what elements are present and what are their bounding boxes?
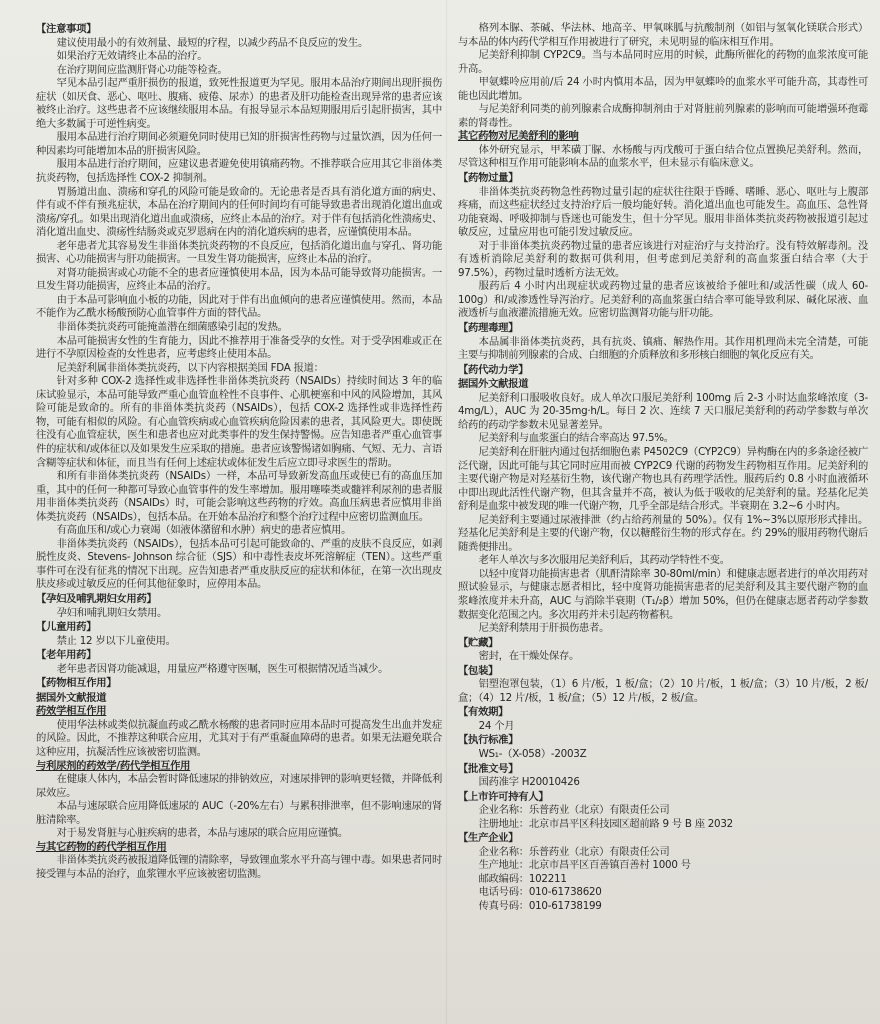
subsection-heading: 其它药物对尼美舒利的影响 xyxy=(458,130,579,143)
section-heading: 【贮藏】 xyxy=(458,636,499,649)
paragraph: 非甾体类抗炎药物急性药物过量引起的症状往往限于昏睡、嗜睡、恶心、呕吐与上腹部疼痛，而这些症状经过支持治疗后一般均能好转。消化道出血也可能发生。高血压、急性肾功能衰竭、呼吸抑制与昏迷也可能发生，但十分罕见。服用非甾体类抗炎药物被报道引起过敏反应，过量应用也可能引发过敏反应。 xyxy=(458,185,868,239)
company-info-line: 生产地址：北京市昌平区百善镇百善村 1000 号 xyxy=(478,859,691,872)
section-heading: 【批准文号】 xyxy=(458,762,519,775)
left-column xyxy=(36,22,442,1014)
section-heading: 【上市许可持有人】 xyxy=(458,790,549,803)
paragraph: 对于非甾体类抗炎药物过量的患者应该进行对症治疗与支持治疗。没有特效解毒剂。没有透析消除尼美舒利的数据可供利用，但考虑到尼美舒利的高血浆蛋白结合率（大于 97.5%），药物过量时透析方法无效。 xyxy=(458,239,868,279)
subsection-heading: 与其它药物的药代学相互作用 xyxy=(36,840,167,853)
paragraph: 非甾体类抗炎药被报道降低锂的清除率，导致锂血浆水平升高与锂中毒。如果患者同时接受锂与本品的治疗，血浆锂水平应该被密切监测。 xyxy=(36,854,442,880)
paragraph: 尼美舒利抑制 CYP2C9。当与本品同时应用的时候，此酶所催化的药物的血浆浓度可能升高。 xyxy=(458,49,868,75)
paragraph: 非甾体类抗炎药可能掩盖潜在细菌感染引起的发热。 xyxy=(56,321,288,334)
paragraph: 国药准字 H20010426 xyxy=(478,776,580,789)
paragraph: 本品属非甾体类抗炎药，具有抗炎、镇痛、解热作用。其作用机理尚未完全清楚，可能主要与抑制前列腺素的合成、白细胞的介质释放和多形核白细胞的氧化反应有关。 xyxy=(458,335,868,362)
paragraph: 老年患者因肾功能减退，用量应严格遵守医嘱，医生可根据情况适当减少。 xyxy=(56,662,389,675)
paragraph: WS₁-（X-058）-2003Z xyxy=(478,747,587,760)
paragraph: 建议使用最小的有效剂量、最短的疗程，以减少药品不良反应的发生。 xyxy=(56,36,369,49)
paragraph: 老年人单次与多次服用尼美舒利后，其药动学特性不变。 xyxy=(478,554,730,567)
paragraph: 本品可能损害女性的生育能力，因此不推荐用于准备受孕的女性。对于受孕困难或正在进行不孕原因检查的女性患者，应考虑终止使用本品。 xyxy=(36,334,442,361)
paragraph: 24 个月 xyxy=(478,719,515,732)
paragraph: 在治疗期间应监测肝肾心功能等检查。 xyxy=(56,63,228,76)
section-heading: 【注意事项】 xyxy=(36,23,97,35)
paragraph: 胃肠道出血、溃疡和穿孔的风险可能是致命的。无论患者是否具有消化道方面的病史、伴有或不伴有预兆症状，本品在治疗期间内的任何时间均有可能导致患者出现消化道出血或溃疡/穿孔。如果出现消化道出血或溃疡，应终止本品的治疗。对于伴有包括消化性溃疡史、消化道出血史、溃疡性结肠炎或克罗恩病在内的消化道疾病的患者，应谨慎使用本品。 xyxy=(36,185,442,239)
section-heading: 【有效期】 xyxy=(458,706,509,719)
company-info-line: 电话号码：010-61738620 xyxy=(478,886,602,899)
company-info-line: 企业名称：乐普药业（北京）有限责任公司 xyxy=(478,804,670,817)
company-info-line: 邮政编码：102211 xyxy=(478,872,567,885)
paragraph: 尼美舒利禁用于肝损伤患者。 xyxy=(478,622,610,635)
paragraph: 对肾功能损害或心功能不全的患者应谨慎使用本品，因为本品可能导致肾功能损害。一旦发生肾功能损害，应终止本品的治疗。 xyxy=(36,266,442,293)
subsection-heading: 药效学相互作用 xyxy=(36,705,107,718)
paragraph: 罕见本品引起严重肝损伤的报道，致死性报道更为罕见。服用本品治疗期间出现肝损伤症状（如厌食、恶心、呕吐、腹痛、疲倦、尿赤）的患者及肝功能检查出现异常的患者应该被终止治疗。这些患者不应该继续服用本品。有报导显示本品短期服用后引起肝损害，其中绝大多数属于可逆性病变。 xyxy=(36,77,442,130)
paragraph: 甲氨蝶呤应用前/后 24 小时内慎用本品，因为甲氨蝶呤的血浆水平可能升高，其毒性可能也因此增加。 xyxy=(458,76,868,102)
section-heading: 【儿童用药】 xyxy=(36,621,97,634)
section-heading: 【孕妇及哺乳期妇女用药】 xyxy=(36,592,157,605)
paragraph: 使用华法林或类似抗凝血药或乙酰水杨酸的患者同时应用本品时可提高发生出血并发症的风险。因此，不推荐这种联合应用，尤其对于有严重凝血障碍的患者。如果无法避免联合这种应用，抗凝活性应该被密切监测。 xyxy=(36,718,442,758)
paragraph: 和所有非甾体类抗炎药（NSAIDs）一样，本品可导致新发高血压或使已有的高血压加重，其中的任何一种都可导致心血管事件的发生率增加。服用噻嗪类或髓袢利尿剂的患者服用非甾体类抗炎药（NSAIDs）时，可能会影响这些药物的疗效。高血压病患者应慎用非甾体类抗炎药（NSAIDs），包括本品。在开始本品治疗和整个治疗过程中应密切监测血压。 xyxy=(36,470,442,523)
paragraph: 格列本脲、茶碱、华法林、地高辛、甲氧咪胍与抗酸制剂（如铝与氢氧化镁联合形式）与本品的体内药代学相互作用被进行了研究，未见明显的临床相互作用。 xyxy=(458,22,868,48)
paragraph: 尼美舒利在肝脏内通过包括细胞色素 P4502C9（CYP2C9）异构酶在内的多条途径被广泛代谢，因此可能与其它同时应用而被 CYP2C9 代谢的药物发生药物相互作用。尼美舒利的主要代谢产物是对羟基衍生物，该代谢产物也具有药理学活性。服药后约 0.8 小时血液循环中即出现此活性代谢产物，但其含量并不高，被认为低于吸收的尼美舒利的量。羟基化尼美舒利是血浆中被发现的唯一代谢产物，几乎全部是结合形式。半衰期在 3.2~6 小时内。 xyxy=(458,445,868,513)
section-heading: 【包装】 xyxy=(458,664,499,677)
paper-fold-line xyxy=(446,0,447,1024)
paragraph: 体外研究显示，甲苯磺丁脲、水杨酸与丙戊酸可于蛋白结合位点置换尼美舒利。然而，尽管这种相互作用可能影响本品的血浆水平，但未显示有临床意义。 xyxy=(458,143,868,170)
paragraph: 针对多种 COX-2 选择性或非选择性非甾体类抗炎药（NSAIDs）持续时间达 3 年的临床试验显示，本品可能导致严重心血管血栓性不良事件、心肌梗塞和中风的风险增加，其风险可能是致命的。所有的非甾体类抗炎药（NSAIDs），包括 COX-2 选择性或非选择性药物，可能有相似的风险。有心血管疾病或心血管疾病危险因素的患者，其风险更大。即使既往没有心血管症状，医生和患者也应对此类事件的发生保持警惕。应告知患者严重心血管事件的症状和/或体征以及如果发生应采取的措施。患者应该警惕诸如胸痛、气短、无力、言语含糊等症状和体征，而且当有任何上述症状或体征发生后应立即寻求医生的帮助。 xyxy=(36,375,442,469)
section-heading: 【药物过量】 xyxy=(458,172,519,185)
section-heading: 【生产企业】 xyxy=(458,832,519,845)
section-heading: 【老年用药】 xyxy=(36,649,97,662)
paragraph: 如果治疗无效请终止本品的治疗。 xyxy=(56,50,208,63)
paragraph: 非甾体类抗炎药（NSAIDs），包括本品可引起可能致命的、严重的皮肤不良反应，如剥脱性皮炎、Stevens- Johnson 综合征（SJS）和中毒性表皮坏死溶解症（TEN）。这些严重事件可在没有征兆的情况下出现。应告知患者严重皮肤反应的症状和体征，在第一次出现皮肤皮疹或过敏反应的任何其他征象时，应停用本品。 xyxy=(36,537,442,591)
company-info-line: 传真号码：010-61738199 xyxy=(478,900,602,912)
paragraph: 尼美舒利口服吸收良好。成人单次口服尼美舒利 100mg 后 2-3 小时达血浆峰浓度（3-4mg/L），AUC 为 20-35mg·h/L。每日 2 次、连续 7 天口服尼美舒利的药动学参数与单次给药的药动学参数未见显著差异。 xyxy=(458,391,868,431)
section-heading: 【药理毒理】 xyxy=(458,322,519,335)
company-info-line: 注册地址：北京市昌平区科技园区超前路 9 号 B 座 2032 xyxy=(478,817,733,830)
paragraph: 服用本品进行治疗期间，应建议患者避免使用镇痛药物。不推荐联合应用其它非甾体类抗炎药物，包括选择性 COX-2 抑制剂。 xyxy=(36,158,442,185)
paragraph: 铝塑泡罩包装，（1）6 片/板，1 板/盒；（2）10 片/板，1 板/盒；（3）10 片/板，2 板/盒；（4）12 片/板，1 板/盒；（5）12 片/板，2 板/盒。 xyxy=(458,678,868,704)
section-heading: 【药代动力学】 xyxy=(458,363,529,376)
subsection-heading: 据国外文献报道 xyxy=(458,378,529,391)
section-heading: 【执行标准】 xyxy=(458,734,519,747)
paragraph: 由于本品可影响血小板的功能，因此对于伴有出血倾向的患者应谨慎使用。然而，本品不能作为乙酰水杨酸预防心血管事件方面的替代品。 xyxy=(36,293,442,320)
paragraph: 有高血压和/或心力衰竭（如液体潴留和水肿）病史的患者应慎用。 xyxy=(56,524,352,537)
paragraph: 服药后 4 小时内出现症状或药物过量的患者应该被给予催吐和/或活性碳（成人 60-100g）和/或渗透性导泻治疗。尼美舒利的高血浆蛋白结合率可能导致利尿、碱化尿液、血液透析与血液灌流措施无效。应密切监测肾功能与肝功能。 xyxy=(458,280,868,320)
paragraph: 服用本品进行治疗期间必须避免同时使用已知的肝损害性药物与过量饮酒，因为任何一种因素均可能增加本品的肝损害风险。 xyxy=(36,131,442,157)
paragraph: 在健康人体内，本品会暂时降低速尿的排钠效应，对速尿排钾的影响更轻微，并降低利尿效应。 xyxy=(36,773,442,799)
paragraph: 对于易发肾脏与心脏疾病的患者，本品与速尿的联合应用应谨慎。 xyxy=(56,827,348,840)
paragraph: 孕妇和哺乳期妇女禁用。 xyxy=(56,606,168,619)
paragraph: 尼美舒利属非甾体类抗炎药，以下内容根据美国 FDA 报道： xyxy=(56,361,324,374)
subsection-heading: 与利尿剂的药效学/药代学相互作用 xyxy=(36,759,191,772)
paragraph: 禁止 12 岁以下儿童使用。 xyxy=(56,634,176,647)
paragraph: 与尼美舒利同类的前列腺素合成酶抑制剂由于对肾脏前列腺素的影响而可能增强环孢霉素的肾毒性。 xyxy=(458,103,868,129)
subsection-heading: 据国外文献报道 xyxy=(36,691,107,704)
paragraph: 本品与速尿联合应用降低速尿的 AUC（-20%左右）与累积排泄率，但不影响速尿的肾脏清除率。 xyxy=(36,800,442,826)
paragraph: 密封，在干燥处保存。 xyxy=(478,650,580,663)
right-column xyxy=(458,22,868,1014)
paragraph: 尼美舒利与血浆蛋白的结合率高达 97.5%。 xyxy=(478,432,674,445)
paragraph: 以轻中度肾功能损害患者（肌酐清除率 30-80ml/min）和健康志愿者进行的单次用药对照试验显示，与健康志愿者相比，轻中度肾功能损害患者的尼美舒利及其主要代谢产物的血浆峰浓度并未升高，AUC 与消除半衰期（T₁/₂β）增加 50%，但仍在健康志愿者药动学参数数据变化范围之内。多次用药并未引起药物蓄积。 xyxy=(458,567,868,621)
section-heading: 【药物相互作用】 xyxy=(36,677,117,690)
company-info-line: 企业名称：乐普药业（北京）有限责任公司 xyxy=(478,845,670,858)
paragraph: 尼美舒利主要通过尿液排泄（约占给药剂量的 50%）。仅有 1%~3%以原形形式排出。羟基化尼美舒利是主要的代谢产物，仅以糖醛衍生物的形式存在。约 29%的服用药物代谢后随粪便排出。 xyxy=(458,513,868,553)
paragraph: 老年患者尤其容易发生非甾体类抗炎药物的不良反应，包括消化道出血与穿孔、肾功能损害、心功能损害与肝功能损害。一旦发生肾功能损害，应终止本品的治疗。 xyxy=(36,239,442,266)
